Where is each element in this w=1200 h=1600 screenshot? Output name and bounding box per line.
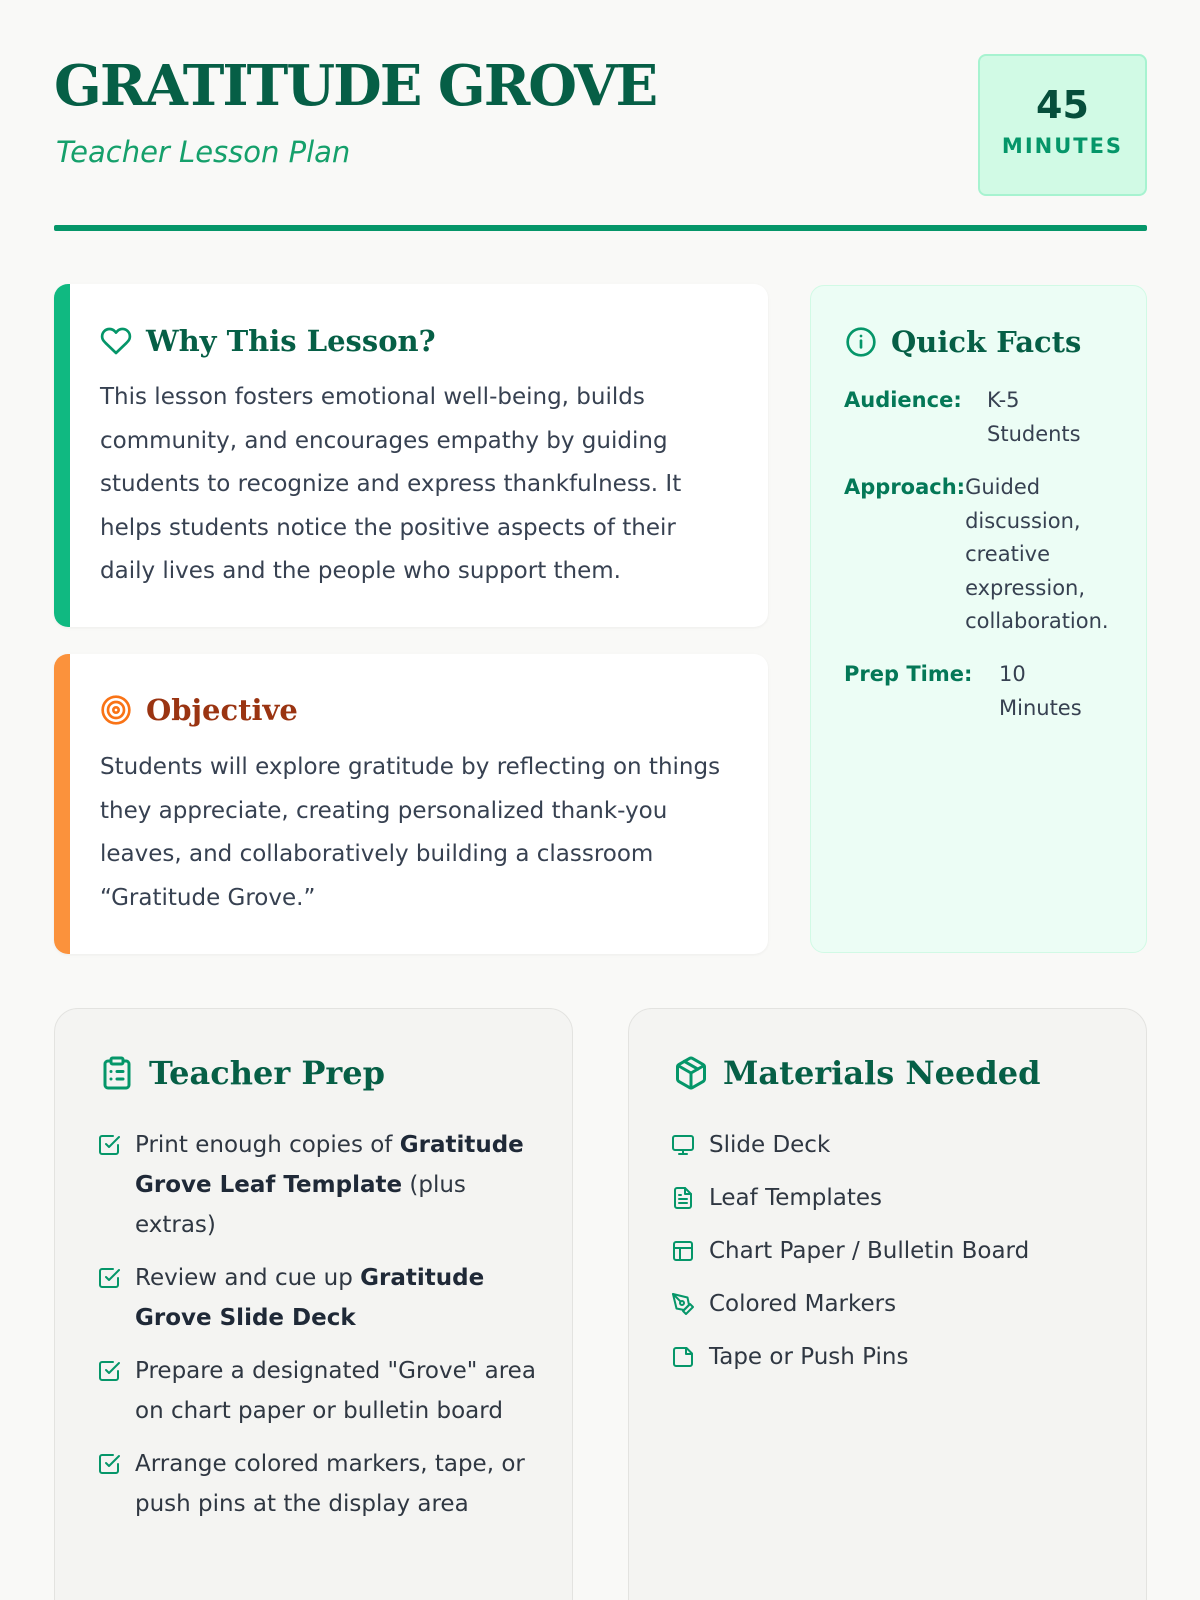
duration-unit: MINUTES (1001, 134, 1124, 158)
list-item (671, 1231, 1110, 1271)
list-item (671, 1284, 1110, 1324)
lesson-header (54, 52, 1147, 230)
list-item-text: Slide Deck (709, 1132, 831, 1158)
list-item-text: Review and cue up Gratitude Grove Slide Deck (135, 1265, 485, 1331)
fact-row-prep-time (844, 658, 1099, 725)
list-item (671, 1125, 1110, 1165)
materials-card (628, 1008, 1147, 1600)
teacher-prep-card (54, 1008, 573, 1600)
list-item-text: Chart Paper / Bulletin Board (709, 1238, 1030, 1264)
list-item-text: Tape or Push Pins (709, 1344, 909, 1370)
fact-value: 10 Minutes (999, 662, 1082, 720)
layout-icon (671, 1239, 695, 1263)
list-item (97, 1125, 536, 1245)
fact-value: Guided discussion, creative expression, collaboration. (965, 475, 1109, 633)
package-icon (673, 1055, 709, 1091)
list-item (671, 1178, 1110, 1218)
info-icon (845, 326, 877, 358)
card-body-text: Students will explore gratitude by reflecting on things they appreciate, creating personalized thank-you leaves, and collaboratively building a classroom “Gratitude Grove.” (100, 754, 721, 911)
why-lesson-card (54, 284, 768, 627)
fact-label: Approach: (844, 475, 966, 499)
list-item (97, 1444, 536, 1524)
card-accent-bar (54, 654, 70, 954)
duration-badge (978, 54, 1147, 196)
list-item (97, 1351, 536, 1431)
monitor-icon (671, 1133, 695, 1157)
objective-card (54, 654, 768, 954)
list-item-text: Prepare a designated "Grove" area on chart paper or bulletin board (135, 1358, 536, 1424)
list-item-text: Leaf Templates (709, 1185, 882, 1211)
target-icon (100, 694, 132, 726)
check-square-icon (97, 1452, 121, 1476)
sticky-note-icon (671, 1345, 695, 1369)
card-title: Materials Needed (723, 1054, 1041, 1092)
check-square-icon (97, 1359, 121, 1383)
card-body-text: This lesson fosters emotional well-being, builds community, and encourages empathy by guiding students to recognize and express thankfulness. It helps students notice the positive aspects of their daily lives and the people who support them. (100, 384, 682, 584)
fact-label: Audience: (844, 388, 962, 412)
card-header (673, 1055, 1040, 1091)
prep-checklist (97, 1125, 536, 1537)
header-divider (54, 225, 1147, 231)
list-item-text: Colored Markers (709, 1291, 897, 1317)
card-accent-bar (54, 284, 70, 627)
list-item-text: Print enough copies of Gratitude Grove Leaf Template (plus extras) (135, 1132, 524, 1238)
fact-row-approach (844, 471, 1115, 639)
card-title: Objective (146, 692, 298, 727)
card-header (100, 325, 436, 357)
page-subtitle: Teacher Lesson Plan (56, 135, 351, 169)
list-item-text: Arrange colored markers, tape, or push pins at the display area (135, 1451, 525, 1517)
check-square-icon (97, 1266, 121, 1290)
marker-icon (671, 1292, 695, 1316)
list-item (671, 1337, 1110, 1377)
check-square-icon (97, 1133, 121, 1157)
page-title: GRATITUDE GROVE (54, 53, 657, 119)
card-header (845, 326, 1081, 358)
heart-icon (100, 325, 132, 357)
clipboard-icon (99, 1055, 135, 1091)
fact-row-audience (844, 384, 1097, 451)
card-header (99, 1055, 385, 1091)
list-item (97, 1258, 536, 1338)
card-title: Quick Facts (891, 324, 1082, 359)
file-text-icon (671, 1186, 695, 1210)
fact-label: Prep Time: (844, 662, 973, 686)
duration-value: 45 (1036, 83, 1089, 127)
card-header (100, 694, 298, 726)
materials-list (671, 1125, 1110, 1390)
fact-value: K-5 Students (987, 388, 1081, 446)
card-title: Why This Lesson? (146, 323, 436, 358)
card-title: Teacher Prep (149, 1054, 385, 1092)
